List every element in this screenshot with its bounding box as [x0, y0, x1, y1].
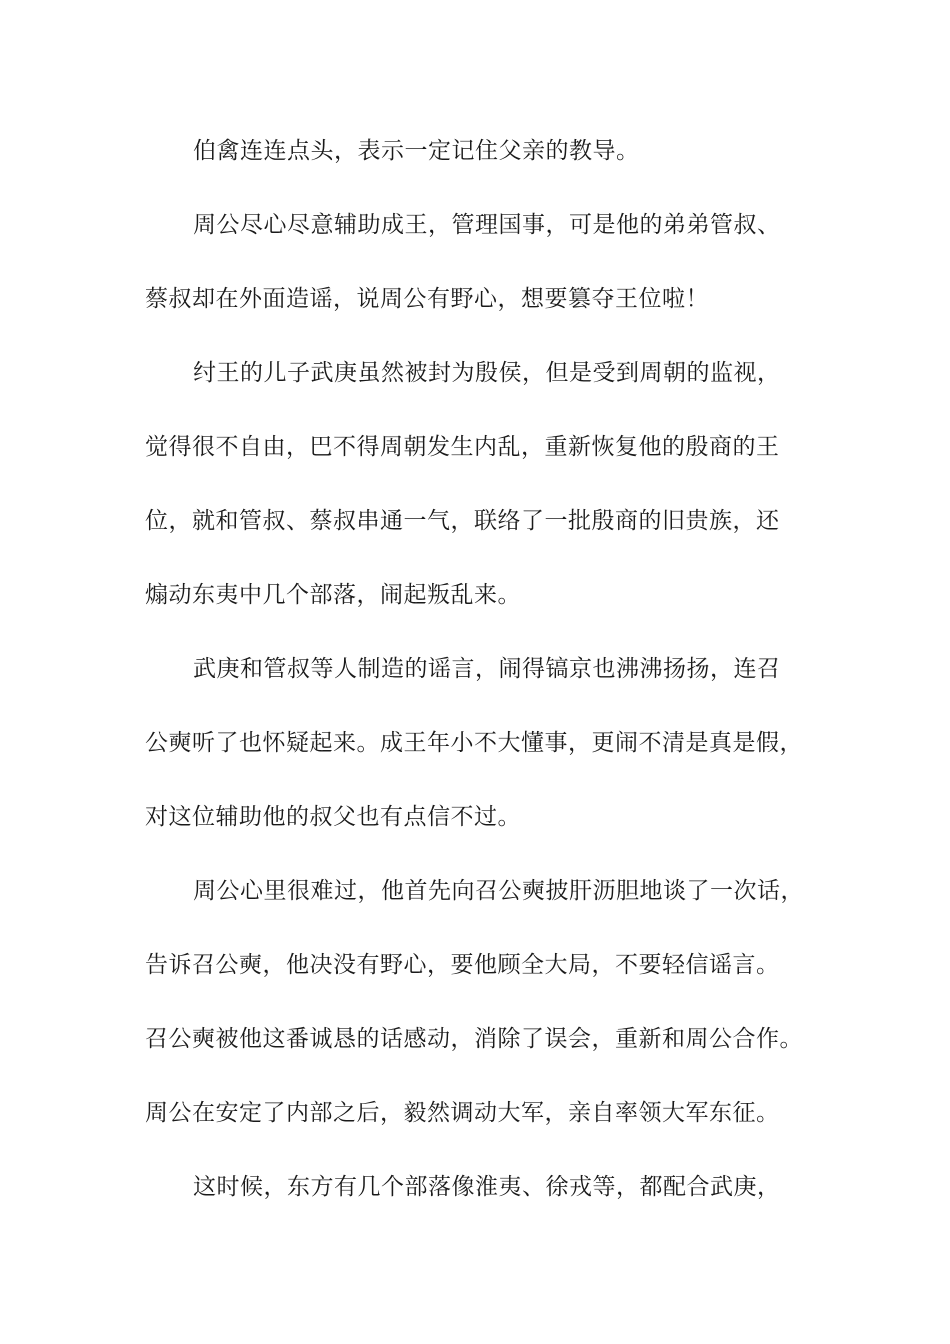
text-line: 煽动东夷中几个部落，闹起叛乱来。 [145, 582, 521, 608]
text-line: 告诉召公奭，他决没有野心，要他顾全大局，不要轻信谣言。 [145, 952, 780, 978]
text-line-paragraph-start: 武庚和管叔等人制造的谣言，闹得镐京也沸沸扬扬，连召 [193, 656, 781, 682]
text-line-paragraph-start: 这时候，东方有几个部落像淮夷、徐戎等，都配合武庚， [193, 1174, 781, 1200]
text-line: 公奭听了也怀疑起来。成王年小不大懂事，更闹不清是真是假， [145, 730, 803, 756]
text-line: 召公奭被他这番诚恳的话感动，消除了误会，重新和周公合作。 [145, 1026, 803, 1052]
text-line-paragraph-start: 周公心里很难过，他首先向召公奭披肝沥胆地谈了一次话， [193, 878, 804, 904]
text-line: 对这位辅助他的叔父也有点信不过。 [145, 804, 521, 830]
text-line: 位，就和管叔、蔡叔串通一气，联络了一批殷商的旧贵族，还 [145, 508, 780, 534]
text-line: 周公在安定了内部之后，毅然调动大军，亲自率领大军东征。 [145, 1100, 780, 1126]
text-line-paragraph-start: 周公尽心尽意辅助成王，管理国事，可是他的弟弟管叔、 [193, 212, 781, 238]
text-line: 蔡叔却在外面造谣，说周公有野心，想要篡夺王位啦！ [145, 286, 709, 312]
text-line-paragraph-start: 伯禽连连点头，表示一定记住父亲的教导。 [193, 138, 640, 164]
text-line-paragraph-start: 纣王的儿子武庚虽然被封为殷侯，但是受到周朝的监视， [193, 360, 781, 386]
text-line: 觉得很不自由，巴不得周朝发生内乱，重新恢复他的殷商的王 [145, 434, 780, 460]
document-text-body [145, 128, 835, 1238]
